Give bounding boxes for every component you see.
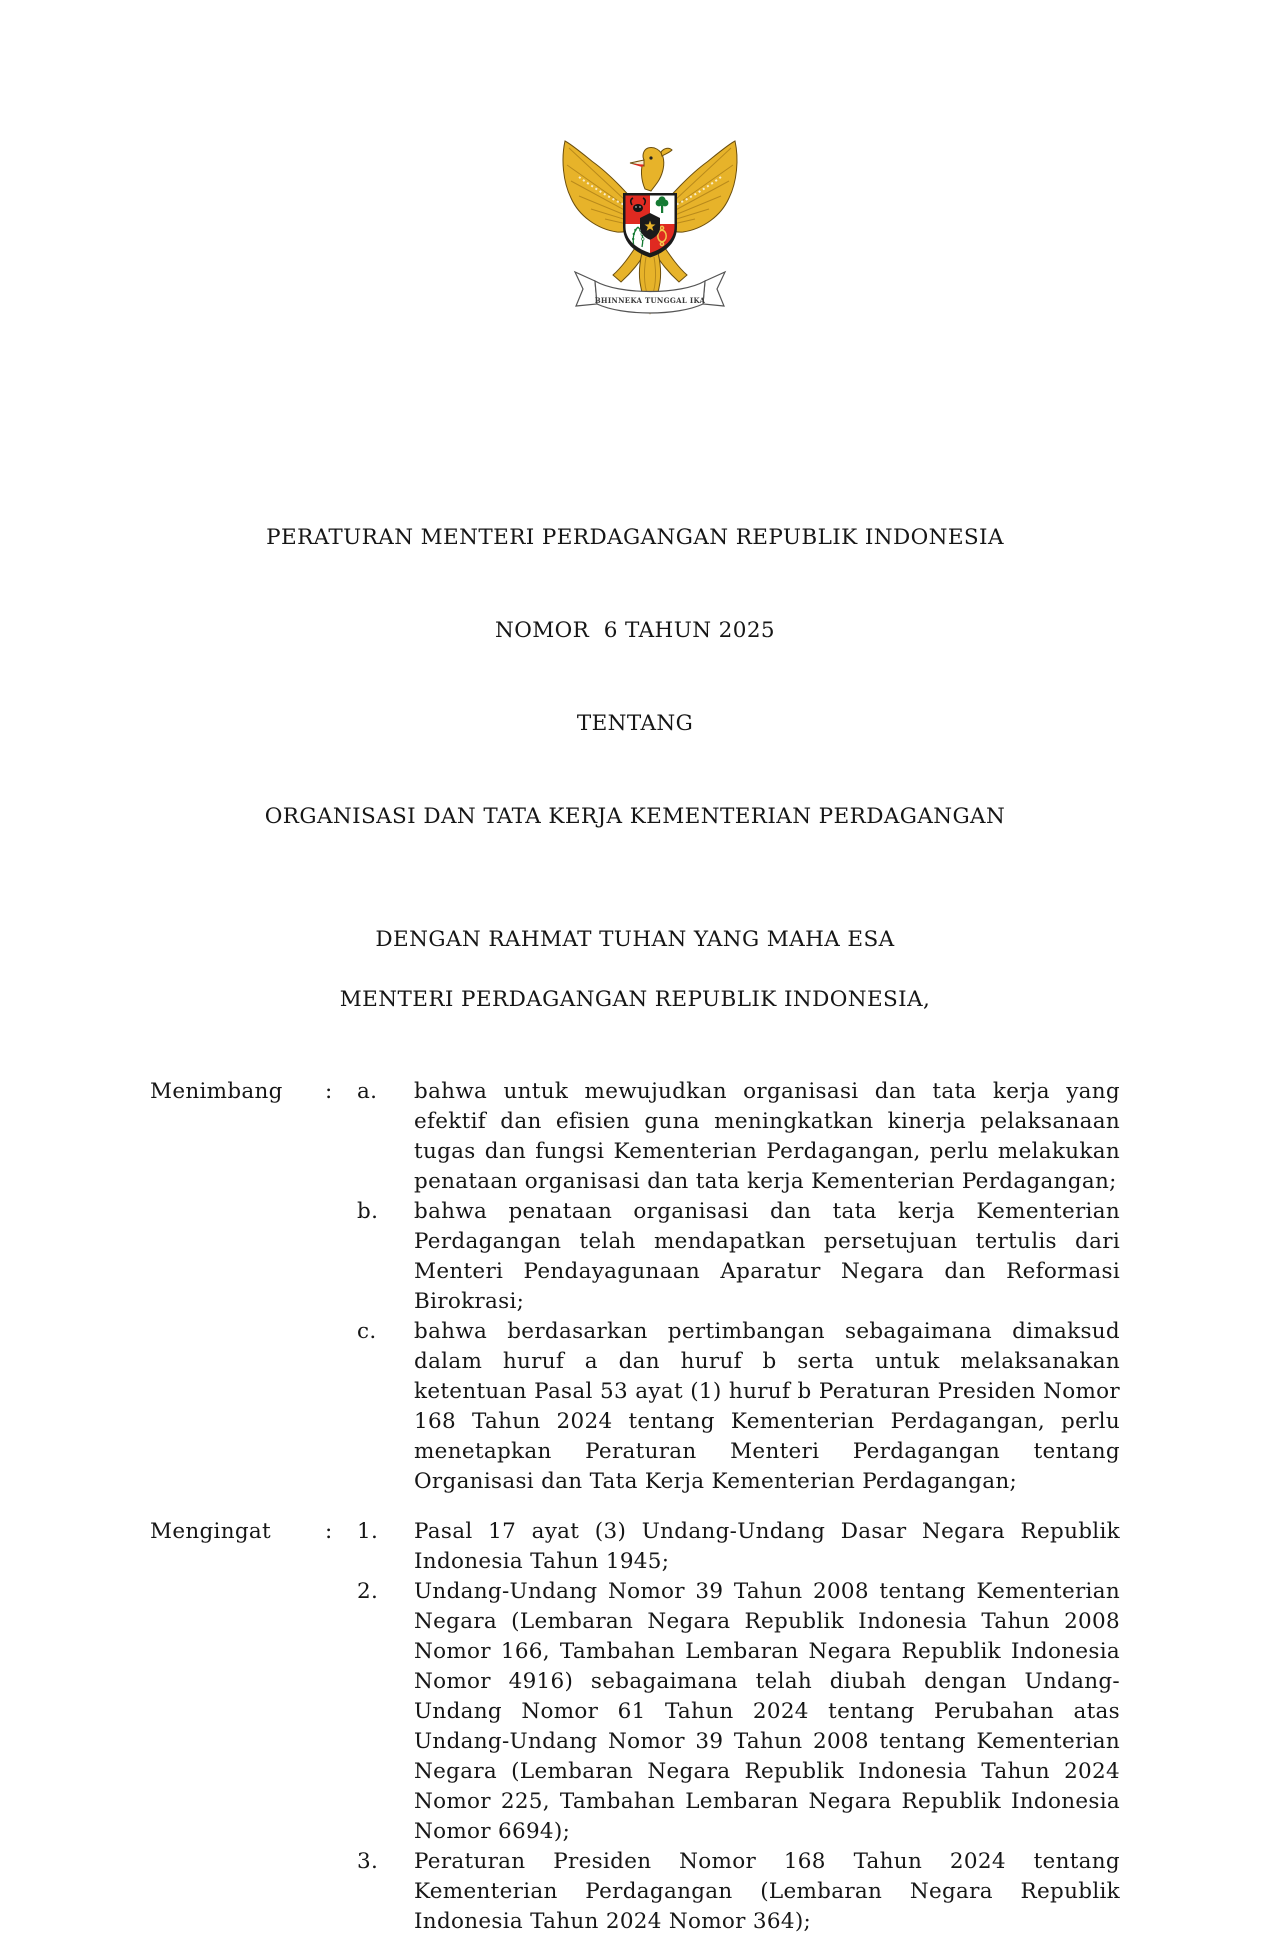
item-text: Peraturan Presiden Nomor 168 Tahun 2024 tentang Kementerian Perdagangan (Lembaran Negara Republik Indonesia Tahun 2024 Nomor 364);: [414, 1849, 1120, 1934]
authority-line: MENTERI PERDAGANGAN REPUBLIK INDONESIA,: [339, 987, 931, 1012]
regulation-title: PERATURAN MENTERI PERDAGANGAN REPUBLIK INDONESIA: [266, 525, 1004, 550]
regulation-number: NOMOR 6 TAHUN 2025: [495, 618, 775, 643]
considerations-section: [150, 1077, 1120, 1497]
legal-basis-colon: :: [325, 1519, 333, 1544]
consideration-item: [357, 1197, 1120, 1317]
legal-basis-items: [357, 1517, 1120, 1937]
item-text: Undang-Undang Nomor 39 Tahun 2008 tentang Kementerian Negara (Lembaran Negara Republik Indonesia Tahun 2008 Nomor 166, Tambahan Lembaran Negara Republik Indonesia Nomor 4916) sebagaimana telah diubah dengan Undang-Undang Nomor 61 Tahun 2024 tentang Perubahan atas Undang-Undang Nomor 39 Tahun 2008 tentang Kementerian Negara (Lembaran Negara Republik Indonesia Tahun 2024 Nomor 225, Tambahan Lembaran Negara Republik Indonesia Nomor 6694);: [414, 1579, 1120, 1844]
legal-basis-label: Mengingat: [150, 1519, 271, 1544]
legal-basis-item: [357, 1577, 1120, 1847]
eagle-head: [630, 147, 672, 191]
item-marker: b.: [357, 1199, 379, 1224]
emblem-motto: BHINNEKA TUNGGAL IKA: [594, 296, 706, 305]
consideration-item: [357, 1077, 1120, 1197]
item-text: bahwa berdasarkan pertimbangan sebagaimana dimaksud dalam huruf a dan huruf b serta untuk melaksanakan ketentuan Pasal 53 ayat (1) huruf b Peraturan Presiden Nomor 168 Tahun 2024 tentang Kementerian Perdagangan, perlu menetapkan Peraturan Menteri Perdagangan tentang Organisasi dan Tata Kerja Kementerian Perdagangan;: [414, 1319, 1120, 1494]
title-block: [150, 460, 1120, 894]
considerations-colon: :: [325, 1079, 333, 1104]
invocation-line: DENGAN RAHMAT TUHAN YANG MAHA ESA: [375, 927, 895, 952]
regulation-about-word: TENTANG: [576, 711, 694, 736]
pancasila-shield: [623, 193, 677, 258]
considerations-label: Menimbang: [150, 1079, 283, 1104]
legal-basis-item: [357, 1517, 1120, 1577]
item-marker: 2.: [357, 1579, 379, 1604]
item-text: bahwa penataan organisasi dan tata kerja Kementerian Perdagangan telah mendapatkan persetujuan tertulis dari Menteri Pendayagunaan Aparatur Negara dan Reformasi Birokrasi;: [414, 1199, 1120, 1314]
item-marker: 1.: [357, 1519, 379, 1544]
considerations-items: [357, 1077, 1120, 1497]
consideration-item: [357, 1317, 1120, 1497]
item-marker: c.: [357, 1319, 377, 1344]
regulation-subject: ORGANISASI DAN TATA KERJA KEMENTERIAN PERDAGANGAN: [264, 804, 1006, 829]
emblem-container: [150, 135, 1120, 325]
item-marker: a.: [357, 1079, 378, 1104]
garuda-pancasila-emblem: [559, 135, 741, 325]
item-text: bahwa untuk mewujudkan organisasi dan tata kerja yang efektif dan efisien guna meningkatkan kinerja pelaksanaan tugas dan fungsi Kementerian Perdagangan, perlu melakukan penataan organisasi dan tata kerja Kementerian Perdagangan;: [414, 1079, 1120, 1194]
item-marker: 3.: [357, 1849, 379, 1874]
legal-basis-item: [357, 1847, 1120, 1937]
legal-basis-section: [150, 1517, 1120, 1937]
item-text: Pasal 17 ayat (3) Undang-Undang Dasar Negara Republik Indonesia Tahun 1945;: [414, 1519, 1120, 1574]
